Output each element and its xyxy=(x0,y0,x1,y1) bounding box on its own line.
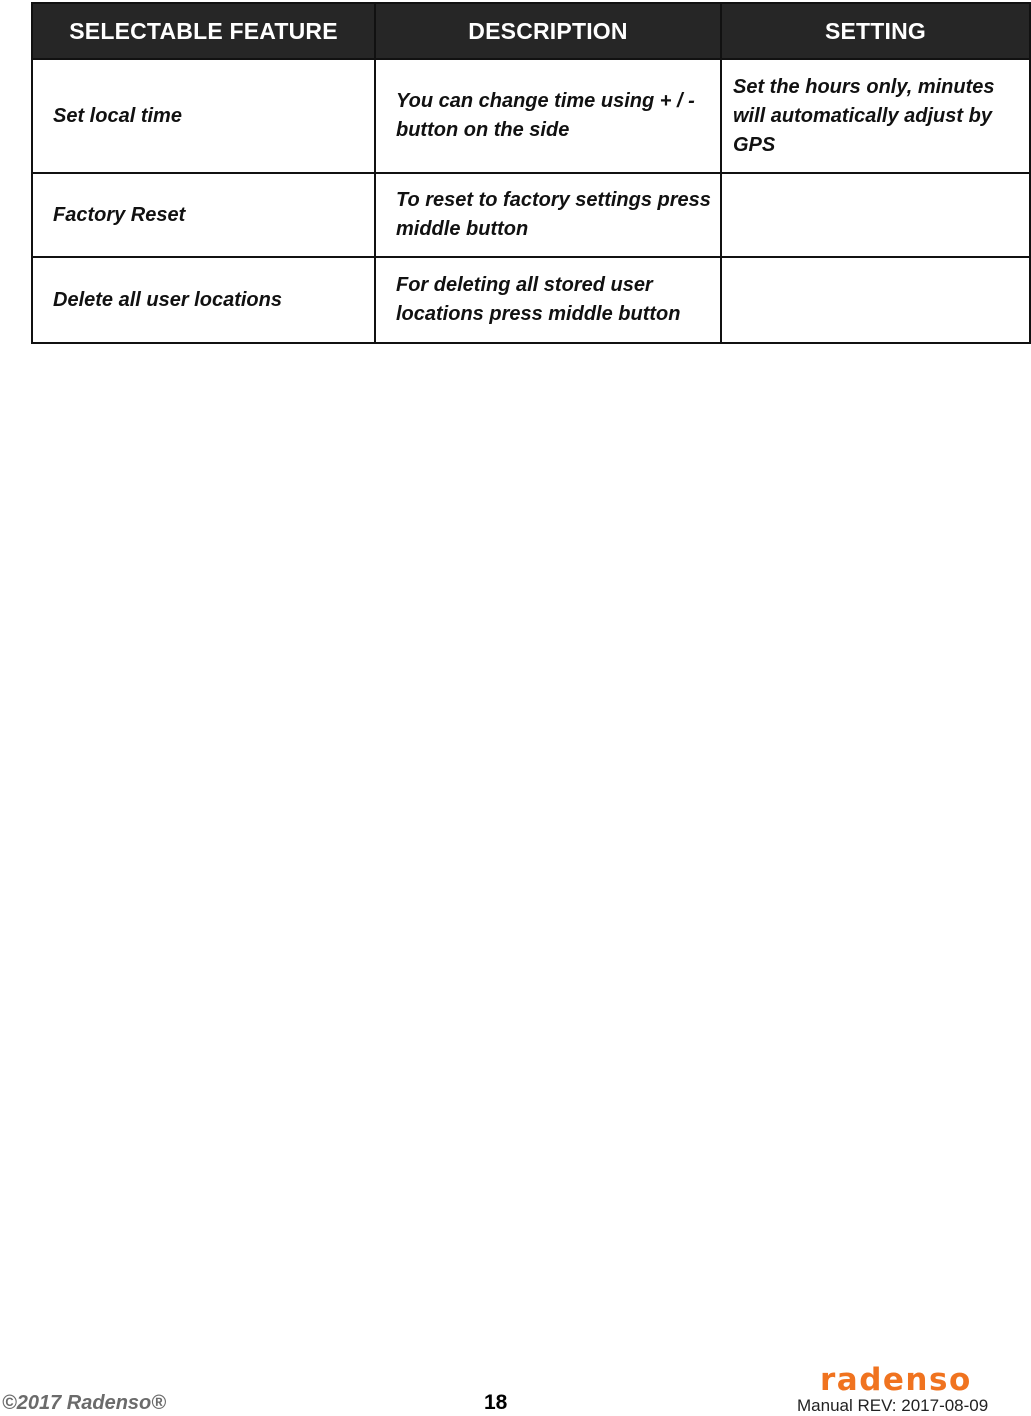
feature-cell: Delete all user locations xyxy=(32,257,375,343)
table-body xyxy=(32,59,1030,343)
description-cell: To reset to factory settings press middle button xyxy=(375,173,721,257)
header-row xyxy=(32,3,1030,59)
radenso-logo: radenso xyxy=(820,1362,972,1398)
header-setting: SETTING xyxy=(721,3,1030,59)
page-number: 18 xyxy=(484,1391,508,1414)
table-row xyxy=(32,257,1030,343)
setting-cell xyxy=(721,173,1030,257)
setting-cell: Set the hours only, minutes will automatically adjust by GPS xyxy=(721,59,1030,173)
header-description: DESCRIPTION xyxy=(375,3,721,59)
feature-cell: Set local time xyxy=(32,59,375,173)
settings-table xyxy=(31,2,1031,344)
table-row xyxy=(32,173,1030,257)
footer-copyright: ©2017 Radenso® xyxy=(2,1392,166,1414)
table-header xyxy=(32,3,1030,59)
header-selectable-feature: SELECTABLE FEATURE xyxy=(32,3,375,59)
feature-cell: Factory Reset xyxy=(32,173,375,257)
table-row xyxy=(32,59,1030,173)
manual-revision: Manual REV: 2017-08-09 xyxy=(797,1396,989,1415)
setting-cell xyxy=(721,257,1030,343)
description-cell: For deleting all stored user locations press middle button xyxy=(375,257,721,343)
description-cell: You can change time using + / - button on the side xyxy=(375,59,721,173)
